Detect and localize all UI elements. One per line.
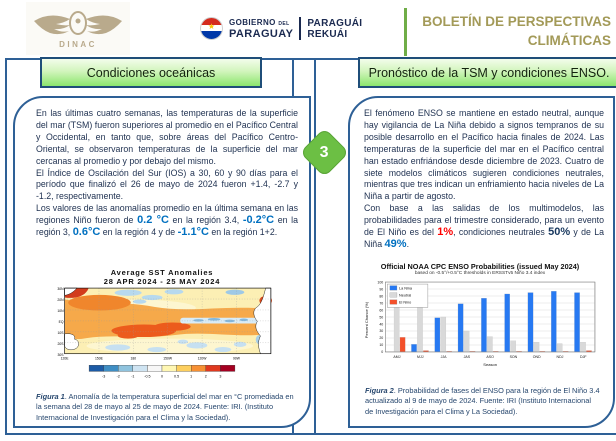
dinac-logo <box>26 2 130 55</box>
svg-text:180: 180 <box>130 356 137 361</box>
gov-right-top: PARAGUÁI <box>307 17 363 29</box>
map-subtitle: 28 APR 2024 - 25 MAY 2024 <box>103 277 221 286</box>
gov-right-bottom: REKUÁI <box>307 28 348 40</box>
header-green-divider <box>404 8 407 56</box>
svg-text:DJF: DJF <box>580 355 587 360</box>
dinac-wings-icon <box>30 5 126 53</box>
svg-text:-1: -1 <box>131 374 135 379</box>
svg-text:70: 70 <box>379 301 384 306</box>
gov-word-top: GOBIERNO <box>229 18 276 27</box>
section-header-oceanic-conditions: Condiciones oceánicas <box>40 57 262 88</box>
svg-text:30: 30 <box>379 329 384 334</box>
svg-text:NDJ: NDJ <box>556 355 564 360</box>
svg-text:0: 0 <box>381 350 384 355</box>
svg-text:20S: 20S <box>57 341 64 346</box>
oceanic-conditions-text: En las últimas cuatro semanas, las temperaturas de la superficie del mar (TSM) fueron superiores al promedio en el Pacífico Central y Occidental, en tanto que, sobre áreas del Pacífico Centro-Oriental, se observaron temperaturas de la superficie del mar cercanas al promedio y por debajo del mismo. El Índice de Oscilación del Sur (IOS) a 30, 60 y 90 días para el período que finalizó el 26 de mayo de 2024 fueron +1.4, -2.7 y -1.2, respectivamente. Los valores de las anomalías promedio en la última semana en las regiones Niño fueron de 0.2 °C en la región 3.4, -0.2°C en la región 3, 0.6°C en la región 4 y de -1.1°C en la región 1+2. <box>36 108 298 239</box>
svg-text:-0.5: -0.5 <box>144 374 151 379</box>
svg-text:100: 100 <box>377 280 384 285</box>
svg-text:El Nino: El Nino <box>398 300 412 305</box>
sst-anomaly-figure <box>39 268 285 390</box>
svg-text:10N: 10N <box>57 309 64 314</box>
svg-text:OND: OND <box>532 355 541 360</box>
svg-text:0.5: 0.5 <box>174 374 180 379</box>
svg-text:40: 40 <box>379 322 384 327</box>
gov-word-bottom: PARAGUAY <box>229 28 294 40</box>
gobierno-paraguay-logo <box>200 17 362 40</box>
svg-text:80: 80 <box>379 294 384 299</box>
svg-text:MJJ: MJJ <box>417 355 424 360</box>
svg-text:150W: 150W <box>163 356 173 361</box>
svg-text:30S: 30S <box>57 352 64 357</box>
svg-text:-3: -3 <box>102 374 106 379</box>
bulletin-title <box>411 12 611 50</box>
svg-text:ASO: ASO <box>486 355 494 360</box>
enso-probability-figure <box>358 262 602 383</box>
svg-text:120E: 120E <box>60 356 69 361</box>
svg-text:AMJ: AMJ <box>393 355 401 360</box>
svg-text:Neutral: Neutral <box>398 293 412 298</box>
svg-text:JAS: JAS <box>463 355 471 360</box>
svg-text:Percent Chance (%): Percent Chance (%) <box>364 301 370 339</box>
bulletin-title-line1: BOLETÍN DE PERSPECTIVAS <box>422 14 611 29</box>
svg-text:10: 10 <box>379 343 384 348</box>
paraguay-flag-icon: ★ <box>200 17 223 40</box>
svg-text:20: 20 <box>379 336 384 341</box>
gov-word-del: DEL <box>278 21 290 27</box>
svg-text:SON: SON <box>509 355 518 360</box>
oceanic-conditions-panel <box>13 96 311 428</box>
svg-text:2: 2 <box>204 374 207 379</box>
map-lat-labels <box>57 287 64 357</box>
svg-text:60: 60 <box>379 308 384 313</box>
svg-text:Season: Season <box>483 362 497 368</box>
enso-probability-chart <box>361 277 599 378</box>
svg-text:3: 3 <box>219 374 222 379</box>
svg-text:0: 0 <box>160 374 164 379</box>
svg-text:120W: 120W <box>197 356 207 361</box>
map-colorbar <box>89 365 235 379</box>
bulletin-title-line2: CLIMÁTICAS <box>527 33 611 48</box>
svg-text:DINAC: DINAC <box>59 39 97 49</box>
enso-chart-title: Official NOAA CPC ENSO Probabilities (issued May 2024) <box>380 262 580 271</box>
svg-text:90W: 90W <box>233 356 240 361</box>
map-lon-labels <box>61 356 241 360</box>
svg-text:-2: -2 <box>116 374 120 379</box>
svg-text:20N: 20N <box>57 298 64 303</box>
svg-text:La Nina: La Nina <box>398 286 413 291</box>
enso-chart-subtitle: based on -0.5°/+0.5°C thresholds in ERSSTv5 Niño 3.4 index <box>414 271 546 276</box>
svg-text:50: 50 <box>379 315 384 320</box>
gov-logo-divider <box>299 17 301 40</box>
svg-text:10S: 10S <box>57 330 64 335</box>
svg-text:1: 1 <box>190 374 193 379</box>
figure2-caption: Figura 2. Probabilidad de fases del ENSO para la región de El Niño 3.4 actualizado al 9 de mayo de 2024. Fuente: IRI (Instituto Internacional de Investigación para el Clima y La Sociedad). <box>365 386 600 416</box>
page-number: 3 <box>320 143 329 161</box>
svg-text:90: 90 <box>379 287 384 292</box>
map-title: Average SST Anomalies <box>110 268 214 277</box>
enso-forecast-text: El fenómeno ENSO se mantiene en estado neutral, aunque hay vigilancia de La Niña debido a signos tempranos de su posible desarrollo en el Pacífico hacia finales de 2024. Las temperaturas de la superficie del mar en el Pacífico central han estado enfriándose desde diciembre de 2023. Cuatro de siete modelos climáticos sugieren condiciones neutrales, mientras que tres indican un enfriamiento hacia niveles de La Niña a partir de agosto. Con base a las salidas de los multimodelos, las probabilidades para el trimestre considerado, para un evento de El Niño es del 1%, condiciones neutrales 50% y de La Niña 49%. <box>364 108 604 250</box>
figure1-caption: Figura 1. Anomalía de la temperatura superficial del mar en °C promediada en la semana del 28 de mayo al 25 de mayo de 2024. Fuente: IRI. (Instituto Internacional de Investigación para el Clima y la Sociedad). <box>36 392 294 422</box>
sst-anomaly-map <box>50 286 274 385</box>
svg-text:EQ: EQ <box>58 319 64 324</box>
svg-text:150E: 150E <box>95 356 103 361</box>
section-header-tsm-enso-forecast: Pronóstico de la TSM y condiciones ENSO. <box>358 57 616 88</box>
svg-text:JJA: JJA <box>440 355 447 360</box>
svg-text:30N: 30N <box>57 287 64 292</box>
enso-forecast-panel <box>348 96 615 428</box>
